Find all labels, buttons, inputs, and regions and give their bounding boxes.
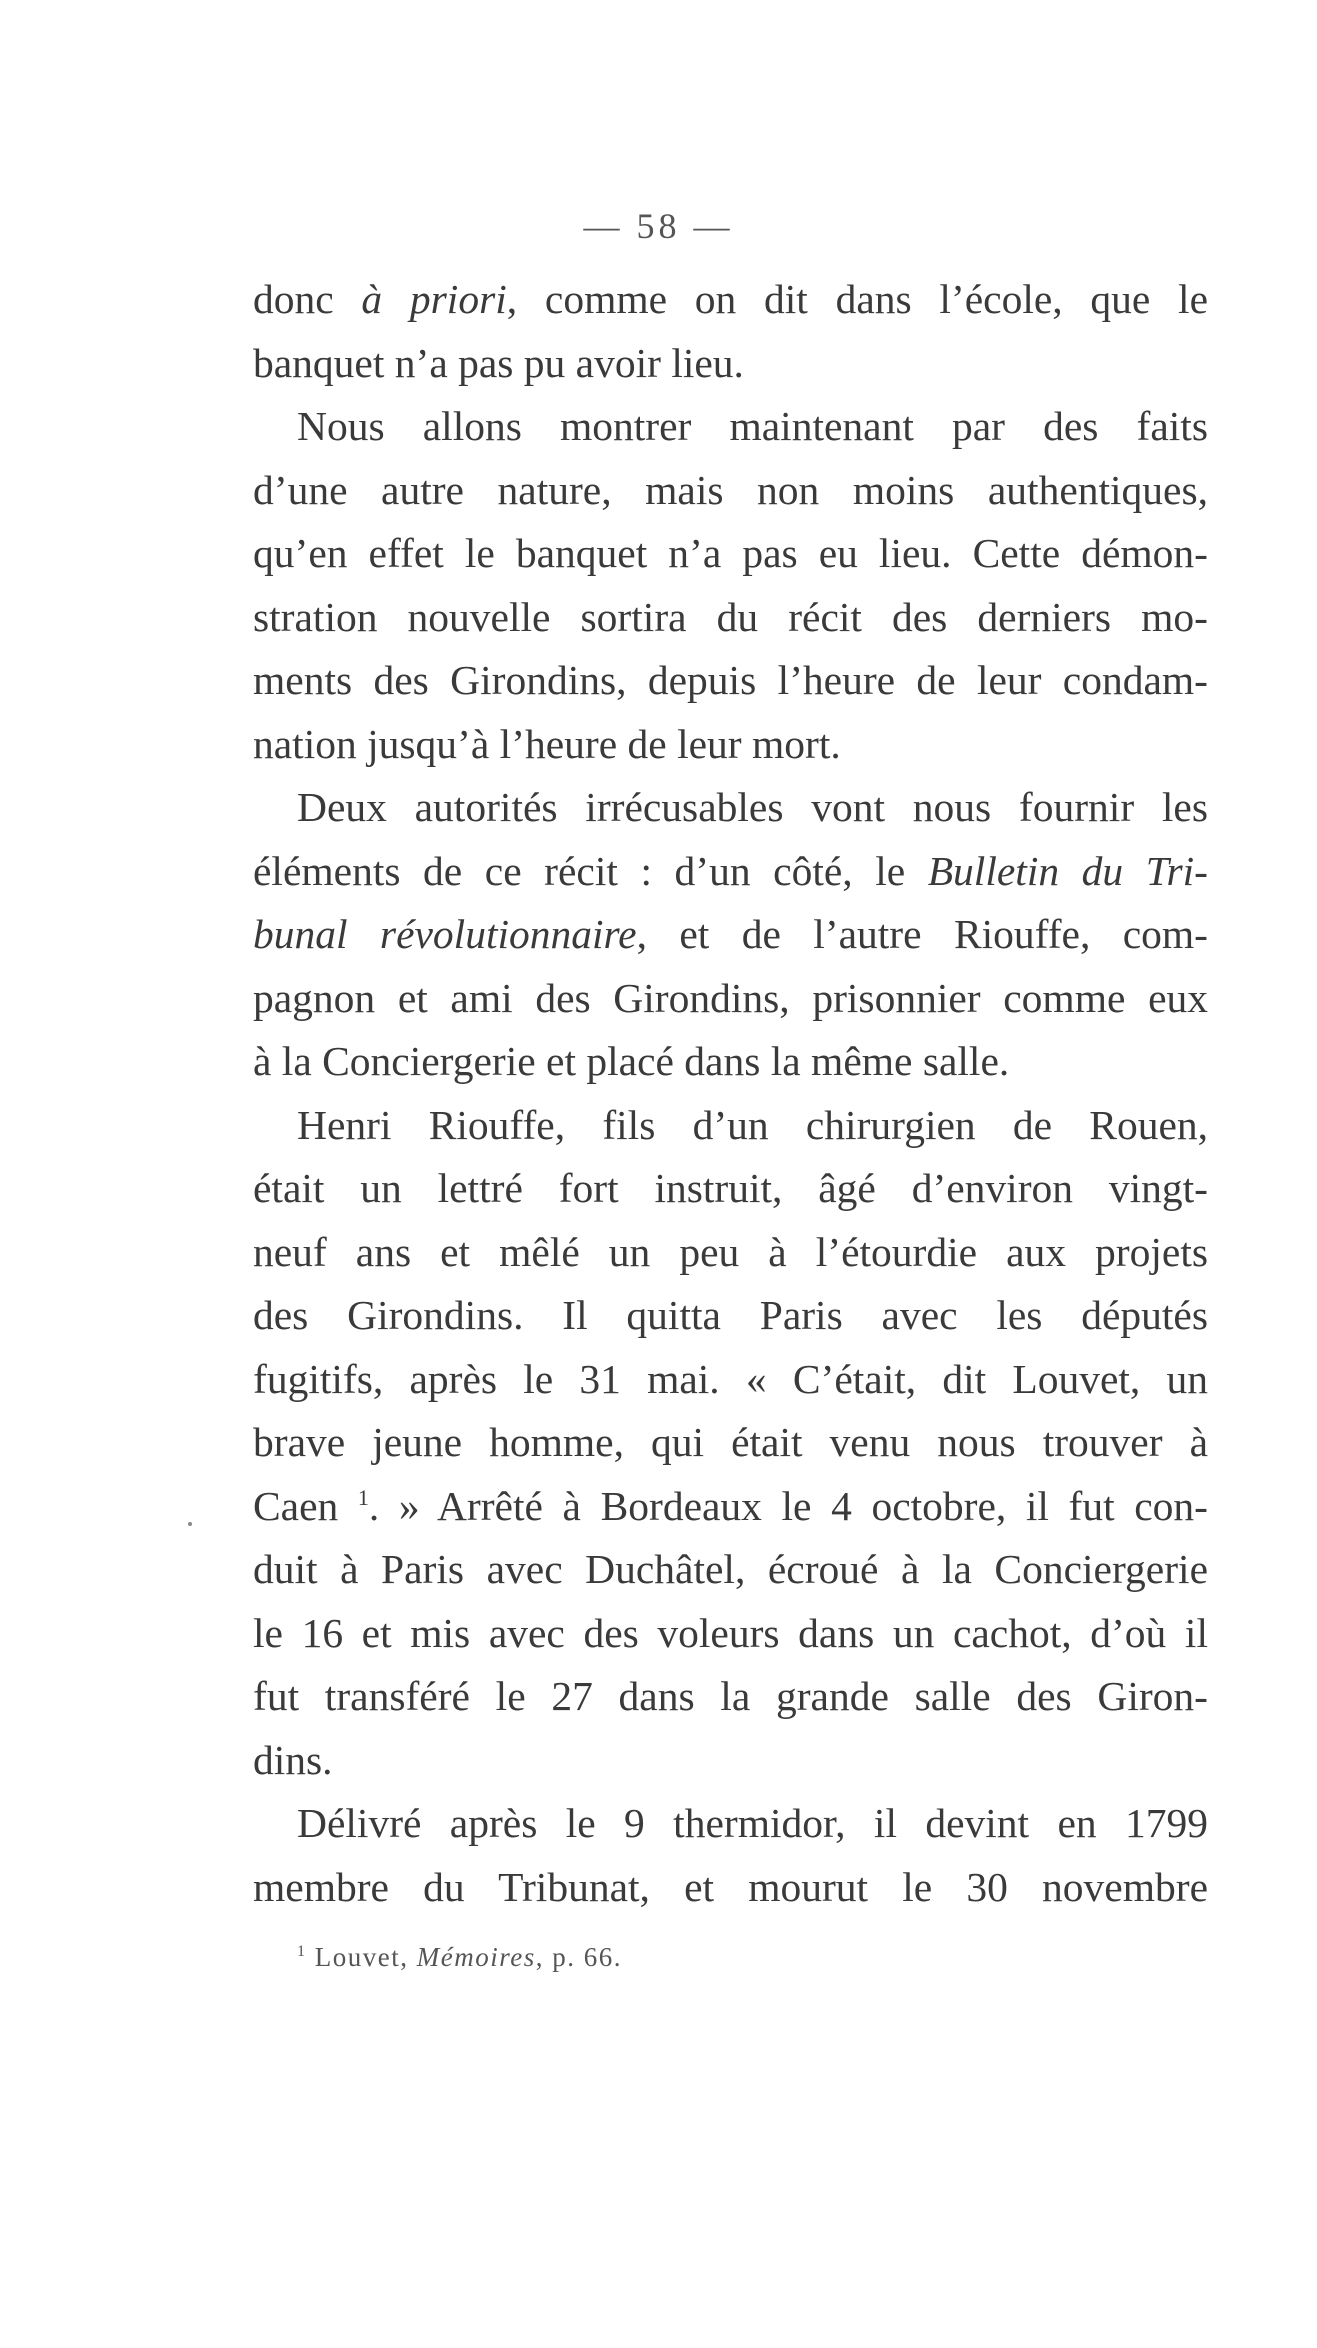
text-run: duit à Paris avec Duchâtel, écroué à la Conciergerie (253, 1546, 1208, 1592)
text-line (253, 1602, 1208, 1666)
italic-text: Bulletin du Tri- (927, 847, 1208, 894)
text-run: , et de l’autre Riouffe, com- (636, 911, 1209, 957)
text-run: membre du Tribunat, et mourut le 30 novembre (253, 1863, 1208, 1910)
text-run: Deux autorités irrécusables vont nous fournir les (297, 784, 1208, 830)
text-run: était un lettré fort instruit, âgé d’environ vingt- (253, 1165, 1208, 1211)
text-line (253, 1030, 1208, 1094)
text-line (253, 840, 1208, 904)
text-line (253, 1221, 1208, 1285)
text-line (253, 713, 1208, 777)
text-run: , comme on dit dans l’école, que le (506, 276, 1208, 322)
text-run: . » Arrêté à Bordeaux le 4 octobre, il fut con- (368, 1482, 1208, 1529)
text-run: neuf ans et mêlé un peu à l’étourdie aux projets (253, 1228, 1208, 1275)
text-line (253, 1856, 1208, 1920)
text-run: éléments de ce récit : d’un côté, le (253, 847, 928, 894)
footnote-title: Mémoires (416, 1942, 536, 1972)
italic-text: bunal révolutionnaire (253, 911, 637, 957)
text-line (253, 1157, 1208, 1221)
text-line (253, 1665, 1208, 1729)
text-run: donc (253, 276, 362, 322)
text-run: brave jeune homme, qui était venu nous trouver à (253, 1419, 1208, 1465)
paragraph (253, 1094, 1208, 1793)
body-text (253, 268, 1208, 1919)
text-line (253, 522, 1208, 586)
paragraph (253, 395, 1208, 776)
text-run: Henri Riouffe, fils d’un chirurgien de Rouen, (297, 1101, 1208, 1148)
paragraph (253, 268, 1208, 395)
text-line (253, 1792, 1208, 1856)
text-run: à la Conciergerie et placé dans la même salle. (253, 1038, 1010, 1084)
text-line (253, 1411, 1208, 1475)
text-run: qu’en effet le banquet n’a pas eu lieu. Cette démon- (253, 530, 1208, 576)
footnote-author: Louvet, (314, 1942, 417, 1972)
italic-text: à priori (361, 276, 507, 322)
text-run: fut transféré le 27 dans la grande salle des Giron- (253, 1673, 1208, 1719)
text-line (253, 649, 1208, 713)
text-run: Nous allons montrer maintenant par des faits (297, 403, 1208, 449)
text-line (253, 332, 1208, 396)
footnote-rest: , p. 66. (535, 1942, 622, 1972)
text-line (253, 395, 1208, 459)
footnote (297, 1942, 622, 1973)
page-number: — 58 — (583, 206, 734, 246)
text-run: ments des Girondins, depuis l’heure de leur condam- (253, 657, 1208, 703)
text-run: Délivré après le 9 thermidor, il devint en 1799 (297, 1800, 1208, 1846)
text-line (253, 903, 1208, 967)
text-line (253, 1348, 1208, 1412)
text-line (253, 1094, 1208, 1158)
text-line (253, 586, 1208, 650)
text-run: le 16 et mis avec des voleurs dans un cachot, d’où il (253, 1609, 1208, 1656)
paragraph (253, 1792, 1208, 1919)
text-line (253, 1475, 1208, 1539)
text-run: des Girondins. Il quitta Paris avec les députés (253, 1292, 1208, 1338)
text-line (253, 1538, 1208, 1602)
text-run: fugitifs, après le 31 mai. « C’était, dit Louvet, un (253, 1355, 1208, 1402)
text-run: d’une autre nature, mais non moins authentiques, (253, 466, 1208, 513)
text-run: nation jusqu’à l’heure de leur mort. (253, 720, 841, 767)
text-run: banquet n’a pas pu avoir lieu. (253, 339, 744, 386)
paragraph (253, 776, 1208, 1094)
margin-mark (188, 1522, 192, 1526)
text-line (253, 967, 1208, 1031)
text-run: Caen (253, 1482, 358, 1529)
text-line (253, 459, 1208, 523)
text-run: stration nouvelle sortira du récit des derniers mo- (253, 593, 1208, 640)
text-line (253, 776, 1208, 840)
text-line (253, 268, 1208, 332)
text-run: pagnon et ami des Girondins, prisonnier comme eux (253, 974, 1208, 1021)
footnote-reference: 1 (357, 1484, 369, 1510)
text-run: dins. (253, 1736, 333, 1783)
text-line (253, 1284, 1208, 1348)
text-line (253, 1729, 1208, 1793)
footnote-marker: 1 (297, 1943, 307, 1960)
